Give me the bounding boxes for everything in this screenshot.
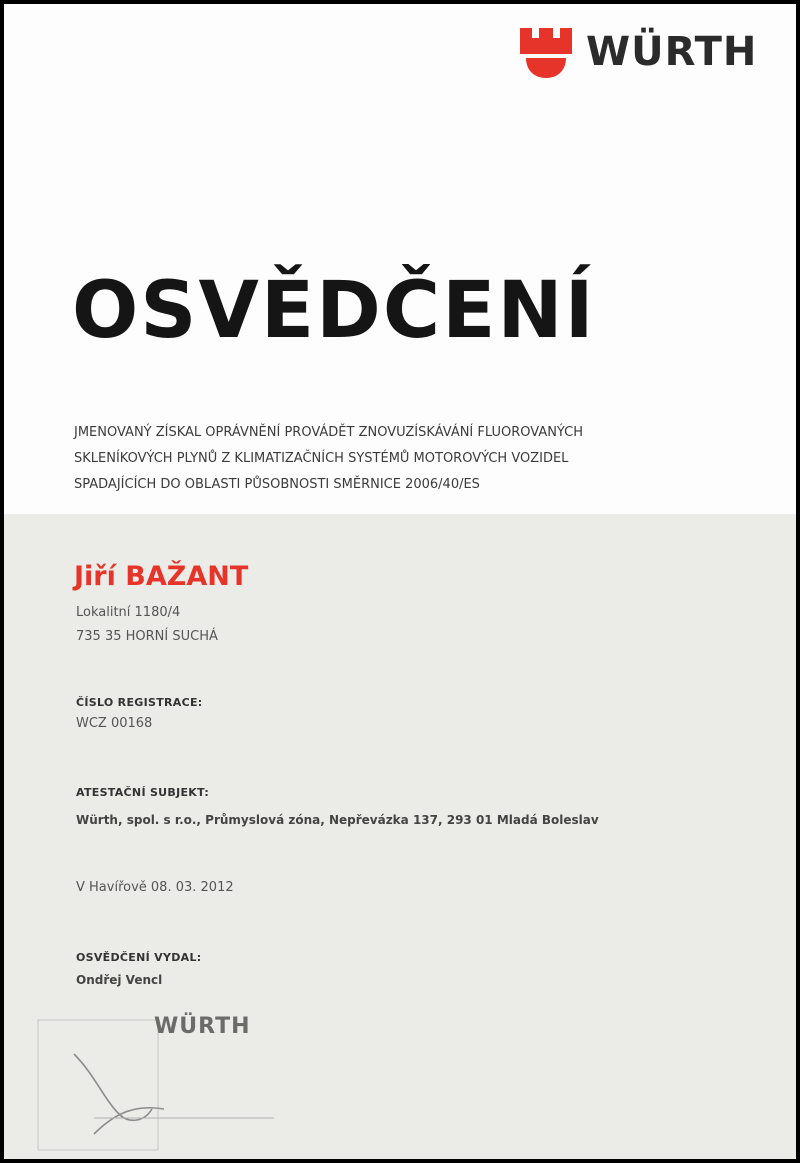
subtitle-line: SPADAJÍCÍCH DO OBLASTI PŮSOBNOSTI SMĚRNICE 2006/40/ES bbox=[74, 477, 480, 492]
issued-by-label: OSVĚDČENÍ VYDAL: bbox=[76, 951, 202, 964]
attestation-value: Würth, spol. s r.o., Průmyslová zóna, Nepřevázka 137, 293 01 Mladá Boleslav bbox=[76, 813, 599, 827]
issued-by-value: Ondřej Vencl bbox=[76, 973, 163, 987]
document-title: OSVĚDČENÍ bbox=[72, 266, 596, 356]
document-subtitle bbox=[74, 420, 714, 498]
holder-address bbox=[76, 601, 218, 649]
address-line: Lokalitní 1180/4 bbox=[76, 605, 181, 620]
place-date: V Havířově 08. 03. 2012 bbox=[76, 880, 234, 895]
address-line: 735 35 HORNÍ SUCHÁ bbox=[76, 629, 218, 644]
registration-label: ČÍSLO REGISTRACE: bbox=[76, 696, 203, 709]
stamp-brand: WÜRTH bbox=[154, 1014, 251, 1039]
holder-name: Jiří BAŽANT bbox=[74, 561, 249, 592]
wurth-logo bbox=[518, 24, 757, 80]
subtitle-line: SKLENÍKOVÝCH PLYNŮ Z KLIMATIZAČNÍCH SYSTÉMŮ MOTOROVÝCH VOZIDEL bbox=[74, 451, 569, 466]
attestation-label: ATESTAČNÍ SUBJEKT: bbox=[76, 786, 210, 799]
subtitle-line: JMENOVANÝ ZÍSKAL OPRÁVNĚNÍ PROVÁDĚT ZNOVUZÍSKÁVÁNÍ FLUOROVANÝCH bbox=[74, 425, 584, 440]
wurth-emblem-icon bbox=[518, 24, 574, 80]
wurth-wordmark: WÜRTH bbox=[586, 29, 758, 75]
registration-value: WCZ 00168 bbox=[76, 716, 153, 731]
